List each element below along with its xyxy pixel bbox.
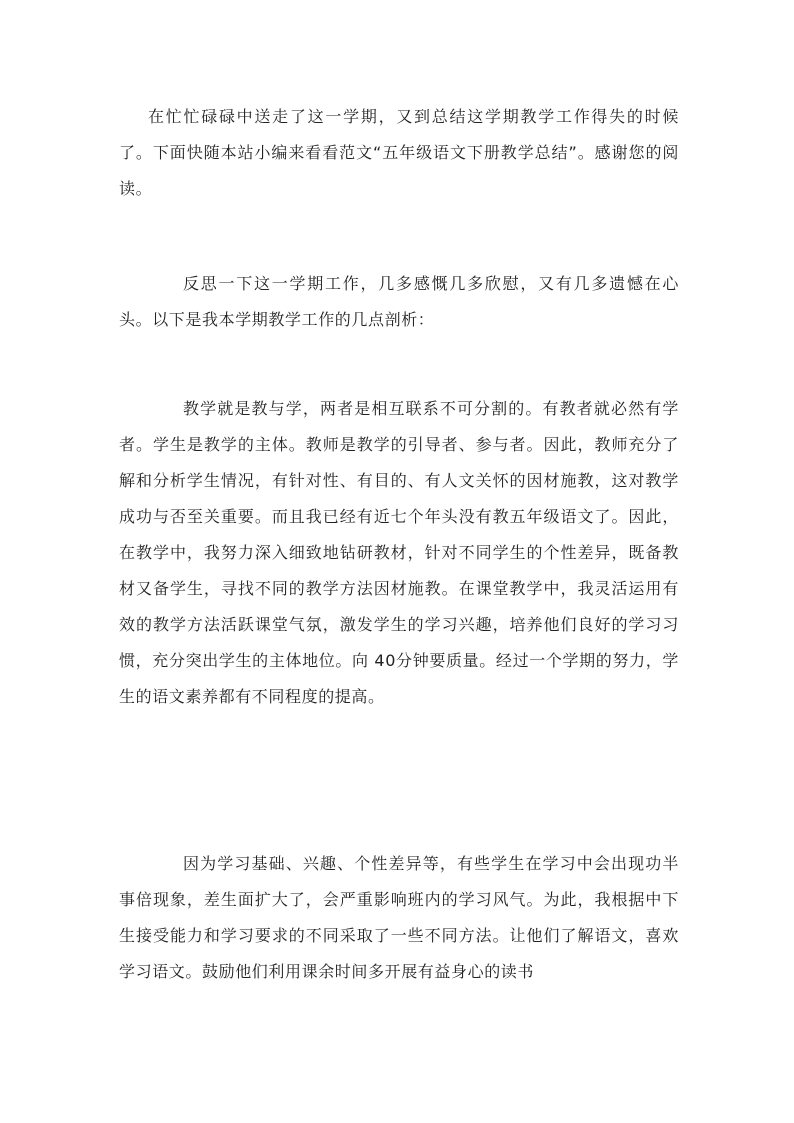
paragraph-intro: 在忙忙碌碌中送走了这一学期，又到总结这学期教学工作得失的时候了。下面快随本站小编来看看范文“五年级语文下册教学总结”。感谢您的阅读。 [119, 107, 679, 198]
paragraph-reflection: 反思一下这一学期工作，几多感慨几多欣慰，又有几多遗憾在心头。以下是我本学期教学工作的几点剖析： [119, 274, 679, 329]
paragraph-teaching: 教学就是教与学，两者是相互联系不可分割的。有教者就必然有学者。学生是教学的主体。教师是教学的引导者、参与者。因此，教师充分了解和分析学生情况，有针对性、有目的、有人文关怀的因材施教，这对教学成功与否至关重要。而且我已经有近七个年头没有教五年级语文了。因此，在教学中，我努力深入细致地钻研教材，针对不同学生的个性差异，既备教材又备学生，寻找不同的教学方法因材施教。在课堂教学中，我灵活运用有效的教学方法活跃课堂气氛，激发学生的学习兴趣，培养他们良好的学习习惯，充分突出学生的主体地位。向 40分钟要质量。经过一个学期的努力，学生的语文素养都有不同程度的提高。 [119, 399, 679, 706]
paragraph-differences: 因为学习基础、兴趣、个性差异等，有些学生在学习中会出现功半事倍现象，差生面扩大了，会严重影响班内的学习风气。为此，我根据中下生接受能力和学习要求的不同采取了一些不同方法。让他们了解语文，喜欢学习语文。鼓励他们利用课余时间多开展有益身心的读书 [119, 854, 679, 981]
